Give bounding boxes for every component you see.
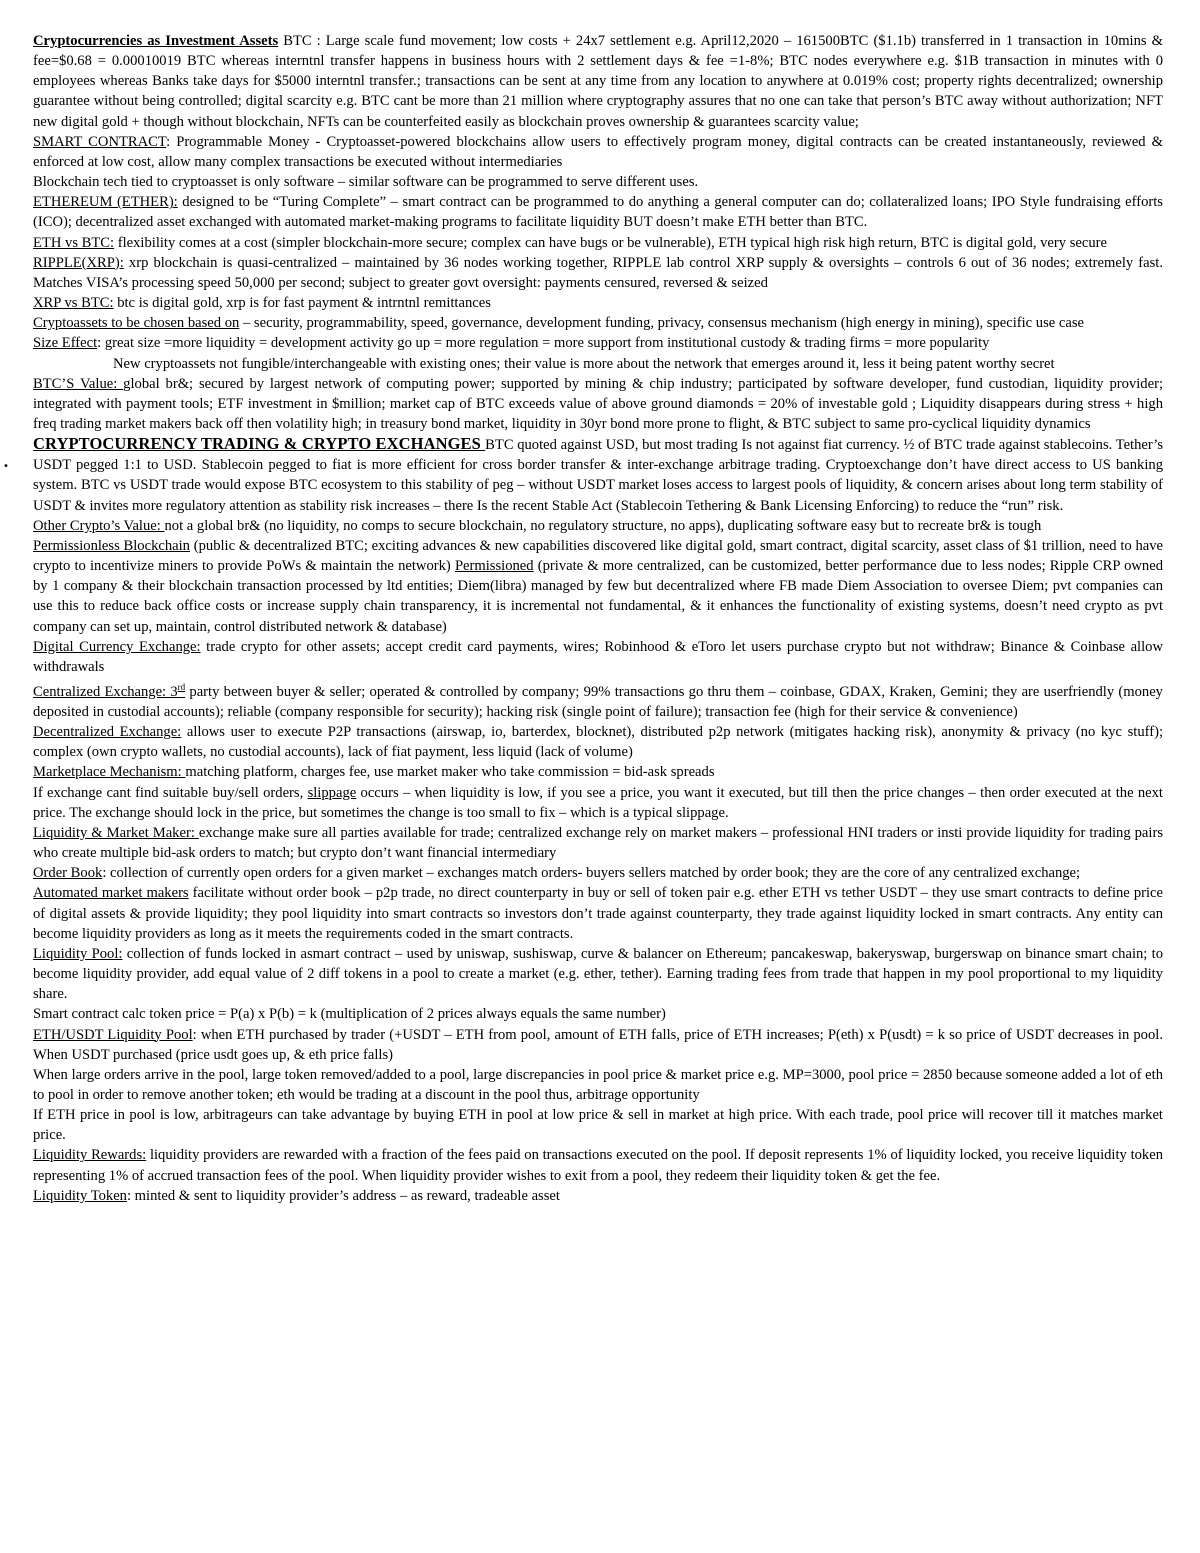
paragraph: [33, 783, 1163, 823]
paragraph: [33, 1186, 1163, 1206]
paragraph-heading: Liquidity & Market Maker:: [33, 824, 199, 841]
paragraph: [33, 637, 1163, 677]
paragraph: [33, 233, 1163, 253]
paragraph-text: facilitate without order book – p2p trade, no direct counterparty in buy or sell of token pair e.g. ether ETH vs tether USDT – they use smart contracts to define price of digital assets & provide liquidity; they pool liquidity into smart contracts so investors don’t trade against counterparty, they trade against liquidity locked in smart contracts. Any entity can become liquidity providers as long as it meets the requirements coded in the smart contracts.: [33, 885, 1164, 942]
paragraph-heading: Order Book: [33, 865, 103, 882]
paragraph: [33, 516, 1163, 536]
paragraph: [33, 1105, 1163, 1145]
paragraph-heading: ETH vs BTC:: [33, 234, 115, 251]
paragraph: [33, 1025, 1163, 1065]
paragraph-heading: Marketplace Mechanism:: [33, 764, 186, 781]
paragraph-heading: BTC’S Value:: [33, 375, 124, 392]
paragraph-heading: Permissionless Blockchain: [33, 537, 190, 554]
paragraph-text: New cryptoassets not fungible/interchangeable with existing ones; their value is more about the network that emerges around it, less it being patent worthy secret: [113, 355, 1055, 372]
paragraph-text: If exchange cant find suitable buy/sell orders,: [33, 784, 308, 801]
paragraph: [33, 172, 1163, 192]
paragraph-heading: Digital Currency Exchange:: [33, 638, 201, 655]
paragraph-text: not a global br& (no liquidity, no comps to secure blockchain, no regulatory structure, no apps), duplicating software easy but to recreate br& is tough: [164, 517, 1042, 534]
paragraph: [33, 1004, 1163, 1024]
paragraph: [33, 333, 1163, 353]
paragraph: [33, 132, 1163, 172]
paragraph: [33, 944, 1163, 1004]
paragraph-heading: Liquidity Rewards:: [33, 1147, 147, 1164]
paragraph-text: Blockchain tech tied to cryptoasset is only software – similar software can be programmed to serve different uses.: [33, 174, 699, 191]
paragraph: [33, 762, 1163, 782]
paragraph-text: (public & decentralized BTC; exciting advances & new capabilities discovered like digital gold, smart contract, digital scarcity, asset class of $1 trillion, need to have crypto to incentivize miners to provide PoWs & maintain the network): [33, 537, 1164, 575]
paragraph-heading: Centralized Exchange: 3rd: [33, 682, 186, 700]
paragraph-text: – security, programmability, speed, governance, development funding, privacy, consensus mechanism (high energy in mining), specific use case: [239, 315, 1085, 332]
paragraph-heading: Decentralized Exchange:: [33, 724, 182, 741]
paragraph: [33, 883, 1163, 943]
paragraph: [33, 863, 1163, 883]
paragraph-heading: SMART CONTRACT: [33, 133, 167, 150]
paragraph-text: btc is digital gold, xrp is for fast payment & intrntnl remittances: [113, 295, 491, 312]
paragraph-text: collection of funds locked in asmart contract – used by uniswap, sushiswap, curve & balancer on Ethereum; pancakeswap, bakeryswap, burgerswap on binance smart chain; to become liquidity provider, add equal value of 2 diff tokens in a pool to create a market (e.g. ether, tether). Earning trading fees from trade that happen in my pool proportional to my liquidity share.: [33, 945, 1163, 1003]
paragraph: [33, 677, 1163, 722]
paragraph-heading: Liquidity Pool:: [33, 945, 123, 962]
paragraph: [33, 1065, 1163, 1105]
paragraph: [33, 192, 1163, 232]
paragraph: [33, 354, 1163, 374]
paragraph-text: occurs – when liquidity is low, if you see a price, you want it executed, but till then the price changes – then order executed at the next price. The exchange should lock in the price, but sometimes the change is too small to fix – which is a typical slippage.: [33, 784, 1163, 821]
paragraph-text: BTC quoted against USD, but most trading Is not against fiat currency. ½ of BTC trade against stablecoins. Tether’s USDT pegged 1:1 to USD. Stablecoin pegged to fiat is more efficient for cross border transfer & inter-exchange arbitrage trading. Cryptoexchange don’t have direct access to US banking system. BTC vs USDT trade would expose BTC ecosystem to this stability of peg – without USDT market loses access to largest pools of liquidity, & concern arises about long term stability of USDT & invites more regulatory attention as stability risk increases – there Is the recent Stable Act (Stablecoin Tethering & Bank Licensing Enforcing) to reduce the “run” risk.: [33, 437, 1164, 514]
document-page: [33, 31, 1163, 1206]
paragraph-heading: ETHEREUM (ETHER):: [33, 194, 178, 211]
paragraph: [33, 293, 1163, 313]
paragraph: [33, 1145, 1163, 1185]
paragraph-text: trade crypto for other assets; accept credit card payments, wires; Robinhood & eToro let users purchase crypto but not withdraw; Binance & Coinbase allow withdrawals: [33, 638, 1163, 675]
paragraph-heading: Other Crypto’s Value:: [33, 517, 165, 534]
paragraph-text: global br&; secured by largest network of computing power; supported by mining & chip industry; participated by software developer, fund custodian, liquidity provider; integrated with payment tools; ETF investment in $million; market cap of BTC exceeds value of above ground diamonds = 20% of investable gold ; Liquidity disappears during stress + high freq trading market makers back off then volatility high; in treasury bond market, liquidity in 30yr bond more prone to flight, & BTC subject to same pro-cyclical liquidity dynamics: [33, 375, 1163, 432]
paragraph-text: BTC : Large scale fund movement; low costs + 24x7 settlement e.g. April12,2020 – 161500BTC ($1.1b) transferred in 1 transaction in 10mins & fee=$0.68 = 0.00010019 BTC whereas interntnl transfer happens in business hours with 2 settlement days & fee =1-8%; BTC nodes everywhere e.g. $1B transaction in minutes with 0 employees whereas Banks take days for $5000 interntnl transfer.; transactions can be sent at any time from any location to anywhere at 0.019% cost; property rights decentralized; ownership guarantee without being controlled; digital scarcity e.g. BTC cant be more than 21 million where cryptography assures that no one can take that person’s BTC away without authorization; NFT new digital gold + though without blockchain, NFTs can be counterfeited easily as blockchain proves ownership & guarantees scarcity value;: [33, 33, 1164, 130]
paragraph-text: : Programmable Money - Cryptoasset-powered blockchains allow users to effectively program money, digital contracts can be created instantaneously, reviewed & enforced at low cost, allow many complex transactions be executed without intermediaries: [33, 133, 1163, 170]
paragraph: [33, 434, 1163, 516]
paragraph-text: Smart contract calc token price = P(a) x P(b) = k (multiplication of 2 prices always equals the same number): [33, 1006, 666, 1023]
inline-term: Permissioned: [454, 558, 534, 575]
paragraph-text: matching platform, charges fee, use market maker who take commission = bid-ask spreads: [185, 764, 715, 781]
paragraph-text: party between buyer & seller; operated & controlled by company; 99% transactions go thru them – coinbase, GDAX, Kraken, Gemini; they are userfriendly (money deposited in custodial accounts); reliable (company responsible for security); hacking risk (single point of failure); transaction fee (high for their service & convenience): [33, 683, 1163, 721]
paragraph: [33, 374, 1163, 434]
paragraph-text: liquidity providers are rewarded with a fraction of the fees paid on transactions executed on the pool. If deposit represents 1% of liquidity locked, you receive liquidity token representing 1% of accrued transaction fees of the pool. When liquidity provider wishes to exit from a pool, they redeem their liquidity token & get the fee.: [33, 1147, 1163, 1184]
paragraph: [33, 823, 1163, 863]
paragraph: [33, 536, 1163, 637]
paragraph-text: : when ETH purchased by trader (+USDT – ETH from pool, amount of ETH falls, price of ETH increases; P(eth) x P(usdt) = k so price of USDT decreases in pool. When USDT purchased (price usdt goes up, & eth price falls): [33, 1026, 1163, 1063]
paragraph: [33, 313, 1163, 333]
paragraph-text: (private & more centralized, can be customized, better performance due to less nodes; Ripple CRP owned by 1 company & their blockchain transaction processed by ltd entities; Diem(libra) managed by few but decentralized where FB made Diem Association to oversee Diem; pvt companies can use this to reduce back office costs or increase supply chain transparency, it is incremental not fundamental, & it enhances the functionality of existing systems, doesn’t need crypto as pvt company can set up, maintain, control distributed network & database): [33, 558, 1163, 635]
paragraph-text: If ETH price in pool is low, arbitrageurs can take advantage by buying ETH in pool at low price & sell in market at high price. With each trade, pool price will recover till it matches market price.: [33, 1107, 1163, 1144]
paragraph-text: flexibility comes at a cost (simpler blockchain-more secure; complex can have bugs or be vulnerable), ETH typical high risk high return, BTC is digital gold, very secure: [114, 234, 1107, 251]
paragraph-text: : collection of currently open orders for a given market – exchanges match orders- buyers sellers matched by order book; they are the core of any centralized exchange;: [102, 865, 1081, 882]
paragraph-heading: ETH/USDT Liquidity Pool: [33, 1026, 193, 1043]
paragraph-text: : minted & sent to liquidity provider’s address – as reward, tradeable asset: [126, 1187, 560, 1204]
paragraph-heading: RIPPLE(XRP):: [33, 254, 124, 271]
inline-term: slippage: [307, 784, 357, 801]
superscript: rd: [177, 682, 186, 692]
paragraph: [33, 31, 1163, 132]
paragraph-heading: Size Effect: [33, 335, 98, 352]
paragraph-text: xrp blockchain is quasi-centralized – maintained by 36 nodes working together, RIPPLE lab control XRP supply & oversights – controls 6 out of 36 nodes; extremely fast. Matches VISA’s processing speed 50,000 per second; subject to greater govt oversight: payments censured, reversed & seized: [33, 254, 1163, 291]
paragraph-heading: Cryptoassets to be chosen based on: [33, 315, 240, 332]
paragraph-heading: CRYPTOCURRENCY TRADING & CRYPTO EXCHANGES: [33, 434, 486, 454]
paragraph-text: When large orders arrive in the pool, large token removed/added to a pool, large discrepancies in pool price & market price e.g. MP=3000, pool price = 2850 because someone added a lot of eth to pool in order to remove another token; eth would be trading at a discount in the pool thus, arbitrage opportunity: [33, 1066, 1163, 1103]
paragraph-text: : great size =more liquidity = development activity go up = more regulation = more support from institutional custody & trading firms = more popularity: [97, 335, 990, 352]
bullet-marker: •: [3, 461, 9, 472]
paragraph: [33, 253, 1163, 293]
paragraph-text: exchange make sure all parties available for trade; centralized exchange rely on market makers – professional HNI traders or insti provide liquidity for trading pairs who create multiple bid-ask orders to match; but crypto don’t want financial intermediary: [33, 824, 1163, 862]
paragraph-heading: XRP vs BTC:: [33, 295, 114, 312]
paragraph: [33, 722, 1163, 762]
paragraph-text: designed to be “Turing Complete” – smart contract can be programmed to do anything a general computer can do; collateralized loans; IPO Style fundraising efforts (ICO); decentralized asset exchanged with automated market-making programs to facilitate liquidity BUT doesn’t make ETH better than BTC.: [33, 194, 1163, 231]
paragraph-heading: Liquidity Token: [33, 1187, 127, 1204]
paragraph-heading: Cryptocurrencies as Investment Assets: [33, 33, 279, 49]
paragraph-text: allows user to execute P2P transactions (airswap, io, barterdex, blocknet), distributed p2p network (mitigates hacking risk), anonymity & privacy (no kyc stuff); complex (own crypto wallets, no custodial accounts), lack of fiat payment, less liquid (lack of volume): [33, 724, 1164, 761]
paragraph-heading: Automated market makers: [33, 885, 189, 902]
